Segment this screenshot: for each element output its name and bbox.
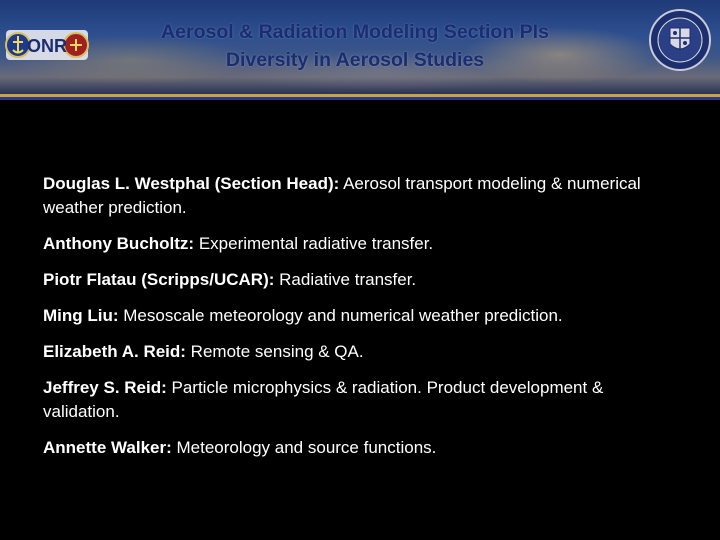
list-item [43,172,683,220]
pi-name: Jeffrey S. Reid: [43,378,167,397]
list-item [43,340,683,364]
pi-name: Piotr Flatau (Scripps/UCAR): [43,270,275,289]
onr-logo-icon [4,16,90,74]
pi-description: Aerosol transport modeling & numerical weather prediction. [43,174,641,217]
title-line-2: Diversity in Aerosol Studies [225,49,485,71]
list-item [43,436,683,460]
list-item [43,304,683,328]
pi-list [43,172,683,472]
pi-description: Mesoscale meteorology and numerical weather prediction. [118,306,563,325]
pi-name: Ming Liu: [43,306,119,325]
list-item [43,232,683,256]
pi-name: Douglas L. Westphal (Section Head): [43,174,340,193]
pi-description: Meteorology and source functions. [171,438,437,457]
pi-name: Anthony Bucholtz: [43,234,195,253]
pi-name: Elizabeth A. Reid: [43,342,186,361]
pi-description: Radiative transfer. [274,270,417,289]
nrl-seal-icon [648,8,712,72]
header-divider-blue [0,97,720,100]
list-item [43,268,683,292]
page-title [90,18,620,74]
pi-description: Remote sensing & QA. [185,342,364,361]
title-line-1: Aerosol & Radiation Modeling Section PIs [161,21,549,43]
pi-description: Particle microphysics & radiation. Product development & validation. [43,378,604,421]
list-item [43,376,683,424]
svg-text:ONR: ONR [27,36,67,56]
pi-description: Experimental radiative transfer. [194,234,434,253]
header-banner [0,0,720,94]
pi-name: Annette Walker: [43,438,172,457]
